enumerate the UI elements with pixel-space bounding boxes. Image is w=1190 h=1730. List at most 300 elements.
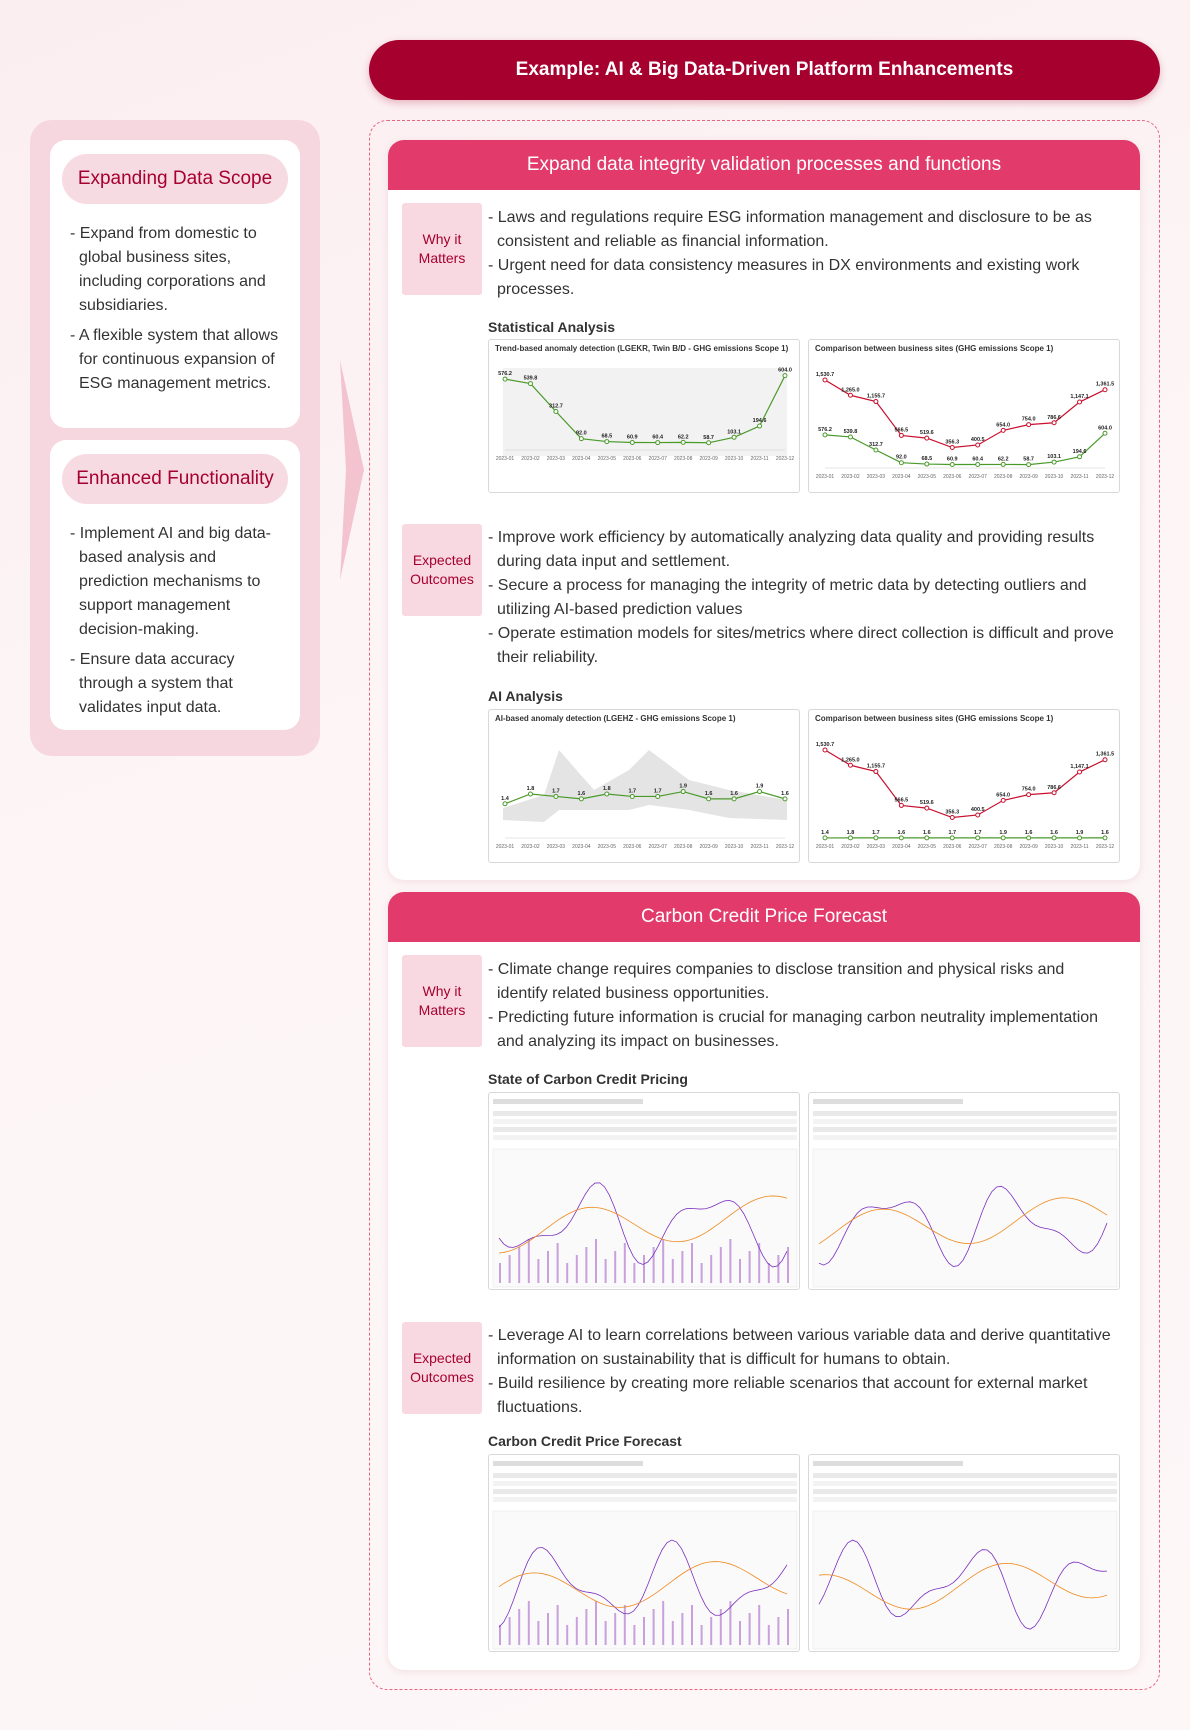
bar-mark [585, 1609, 587, 1645]
chart-svg [809, 1093, 1120, 1290]
tick-label: 2023-05 [597, 456, 616, 462]
tick-label: 2023-03 [866, 844, 886, 850]
tick-label: 2023-08 [994, 474, 1013, 480]
tick-label: 2023-02 [521, 844, 540, 850]
tick-label: 2023-04 [572, 456, 591, 462]
why-tag: Why it Matters [402, 955, 482, 1047]
data-point [630, 794, 634, 798]
header-bar [493, 1099, 643, 1104]
data-point [1027, 463, 1031, 467]
data-point [925, 806, 929, 810]
data-point [899, 836, 903, 840]
tick-label: 2023-07 [968, 844, 987, 850]
data-label: 1.6 [1050, 829, 1058, 836]
data-label: 1.7 [973, 829, 982, 836]
bar-mark [720, 1247, 722, 1283]
data-label: 356.3 [945, 809, 960, 816]
tick-label: 2023-09 [1019, 474, 1038, 480]
tick-label: 2023-04 [892, 474, 911, 480]
data-point [1052, 421, 1056, 425]
data-point [528, 792, 532, 796]
card-title: Enhanced Functionality [62, 454, 288, 504]
data-label: 1.6 [1024, 829, 1033, 836]
tick-label: 2023-01 [815, 474, 835, 480]
data-point [950, 446, 954, 450]
data-point [899, 803, 903, 807]
data-point [783, 797, 787, 801]
chart-svg [809, 710, 1120, 863]
data-point [1103, 388, 1107, 392]
bar-mark [691, 1605, 693, 1645]
tick-label: 2023-10 [1044, 844, 1064, 850]
data-label: 1.6 [704, 790, 713, 797]
bar-mark [499, 1263, 501, 1283]
data-label: 1.6 [897, 829, 906, 836]
table-row [493, 1111, 797, 1116]
bar-mark [614, 1251, 616, 1283]
data-point [1001, 798, 1005, 802]
data-point [1103, 431, 1107, 435]
data-label: 1.7 [872, 829, 880, 836]
data-label: 1,265.0 [841, 757, 860, 764]
bar-mark [547, 1251, 549, 1283]
data-point [848, 435, 852, 439]
chart-svg [489, 1455, 800, 1652]
data-label: 194.6 [752, 418, 767, 425]
bar-mark [614, 1613, 616, 1645]
bar-mark [509, 1617, 511, 1645]
card-enhanced-functionality [50, 440, 300, 730]
data-label: 1.4 [501, 795, 509, 802]
data-point [579, 797, 583, 801]
data-point [630, 441, 634, 445]
data-label: 754.0 [1021, 416, 1036, 423]
data-point [1001, 462, 1005, 466]
bar-mark [787, 1609, 789, 1645]
bar-mark [777, 1617, 779, 1645]
data-label: 1,530.7 [815, 371, 835, 378]
data-label: 654.0 [996, 792, 1011, 799]
bar-mark [662, 1601, 664, 1645]
data-label: 58.7 [1023, 456, 1034, 463]
bar-mark [566, 1263, 568, 1283]
bar-mark [499, 1625, 501, 1645]
card-item: - Expand from domestic to global business sites, including corporations and subsidiaries. [70, 225, 266, 314]
data-label: 1.9 [755, 783, 764, 790]
data-point [579, 437, 583, 441]
chevron-right-icon [340, 360, 364, 580]
section-title: Expand data integrity validation processes and functions [388, 140, 1140, 190]
section-carbon-credit [388, 892, 1140, 1670]
data-point [976, 813, 980, 817]
data-label: 400.5 [970, 806, 985, 813]
tick-label: 2023-04 [572, 844, 591, 850]
data-point [1052, 836, 1056, 840]
data-label: 312.7 [869, 442, 883, 449]
data-label: 1,147.1 [1070, 764, 1089, 771]
data-label: 68.5 [601, 433, 613, 440]
bar-mark [758, 1605, 760, 1645]
prediction-band [503, 750, 787, 822]
data-label: 312.7 [549, 403, 563, 410]
data-point [1078, 836, 1082, 840]
data-point [554, 794, 558, 798]
bar-mark [701, 1263, 703, 1283]
data-label: 60.4 [652, 434, 664, 441]
tick-label: 2023-08 [994, 844, 1013, 850]
table-row [813, 1127, 1117, 1132]
data-point [1078, 400, 1082, 404]
data-point [1103, 836, 1107, 840]
tick-label: 2023-07 [968, 474, 987, 480]
tick-label: 2023-06 [943, 474, 962, 480]
tick-label: 2023-10 [1044, 474, 1064, 480]
bar-mark [768, 1263, 770, 1283]
tick-label: 2023-09 [1019, 844, 1038, 850]
data-label: 1,361.5 [1095, 381, 1115, 388]
data-point [656, 794, 660, 798]
section-data-integrity [388, 140, 1140, 880]
chart-title: Comparison between business sites (GHG emissions Scope 1) [815, 344, 1054, 353]
data-point [758, 790, 762, 794]
data-point [554, 410, 558, 414]
data-label: 1,155.7 [866, 763, 886, 770]
data-point [503, 802, 507, 806]
data-point [681, 440, 685, 444]
bar-mark [749, 1613, 751, 1645]
series-line [825, 433, 1105, 464]
data-point [707, 797, 711, 801]
bar-mark [518, 1247, 520, 1283]
header-bar [813, 1461, 963, 1466]
bar-mark [681, 1613, 683, 1645]
tick-label: 2023-12 [1095, 474, 1115, 480]
data-point [732, 797, 736, 801]
bar-mark [787, 1247, 789, 1283]
tick-label: 2023-12 [775, 844, 795, 850]
bar-mark [585, 1247, 587, 1283]
table-row [813, 1135, 1117, 1140]
tick-label: 2023-12 [1095, 844, 1115, 850]
chart-svg [809, 1455, 1120, 1652]
data-label: 604.0 [778, 367, 792, 374]
data-point [823, 378, 827, 382]
tick-label: 2023-02 [841, 474, 860, 480]
screenshot-forecast-right [808, 1454, 1120, 1652]
data-point [823, 836, 827, 840]
tick-label: 2023-01 [495, 844, 515, 850]
tick-label: 2023-01 [495, 456, 515, 462]
data-point [1103, 758, 1107, 762]
tick-label: 2023-01 [815, 844, 835, 850]
data-point [976, 443, 980, 447]
state-title: State of Carbon Credit Pricing [488, 1071, 688, 1087]
bar-mark [528, 1601, 530, 1645]
tick-label: 2023-11 [750, 844, 769, 850]
data-label: 654.0 [996, 422, 1011, 429]
data-label: 1.6 [1101, 829, 1109, 836]
table-row [813, 1481, 1117, 1486]
chart-trend-anomaly [488, 339, 800, 493]
data-point [874, 448, 878, 452]
data-label: 786.6 [1047, 784, 1061, 791]
data-point [823, 433, 827, 437]
tick-label: 2023-11 [750, 456, 769, 462]
data-point [848, 836, 852, 840]
bar-mark [605, 1259, 607, 1283]
data-label: 62.2 [997, 456, 1009, 463]
data-point [1001, 428, 1005, 432]
bar-mark [557, 1605, 559, 1645]
bar-mark [643, 1617, 645, 1645]
data-label: 576.2 [818, 426, 832, 433]
data-label: 604.0 [1098, 425, 1112, 432]
data-point [823, 748, 827, 752]
page-banner: Example: AI & Big Data-Driven Platform Enhancements [369, 40, 1160, 100]
data-label: 519.6 [919, 800, 934, 807]
data-label: 1,147.1 [1070, 394, 1089, 401]
tick-label: 2023-06 [623, 456, 642, 462]
tick-label: 2023-05 [597, 844, 616, 850]
header-bar [813, 1099, 963, 1104]
tick-label: 2023-10 [724, 456, 744, 462]
data-point [950, 836, 954, 840]
data-point [899, 433, 903, 437]
bar-mark [624, 1605, 626, 1645]
data-point [707, 441, 711, 445]
bar-mark [653, 1609, 655, 1645]
header-bar [493, 1461, 643, 1466]
data-label: 60.4 [972, 456, 984, 463]
tick-label: 2023-12 [775, 456, 795, 462]
data-label: 1.8 [846, 829, 855, 836]
data-point [848, 393, 852, 397]
data-point [528, 382, 532, 386]
expected-item: - Secure a process for managing the integrity of metric data by detecting outliers and utilizing AI-based prediction values [488, 577, 1087, 618]
bar-mark [729, 1239, 731, 1283]
tick-label: 2023-05 [917, 844, 936, 850]
data-point [605, 440, 609, 444]
data-point [1078, 770, 1082, 774]
data-point [925, 462, 929, 466]
chart-svg [489, 710, 800, 863]
bar-mark [537, 1621, 539, 1645]
series-line [825, 750, 1105, 818]
card-title: Expanding Data Scope [62, 154, 288, 204]
data-point [1027, 793, 1031, 797]
data-label: 576.2 [498, 371, 512, 378]
plot-area [813, 1511, 1117, 1649]
data-point [681, 790, 685, 794]
data-label: 1.8 [602, 786, 611, 792]
bar-mark [701, 1625, 703, 1645]
table-row [813, 1119, 1117, 1124]
data-point [925, 436, 929, 440]
data-point [1078, 455, 1082, 459]
expected-item: - Leverage AI to learn correlations between various variable data and derive quantitative information on sustainability that is difficult for humans to obtain. [488, 1327, 1111, 1368]
tick-label: 2023-11 [1070, 844, 1089, 850]
series-line [825, 380, 1105, 448]
card-item: - A flexible system that allows for continuous expansion of ESG management metrics. [70, 327, 279, 392]
data-point [503, 377, 507, 381]
data-label: 92.0 [576, 430, 587, 437]
data-label: 1,155.7 [866, 393, 886, 400]
data-label: 356.3 [945, 439, 960, 446]
section-title: Carbon Credit Price Forecast [388, 892, 1140, 942]
tick-label: 2023-07 [648, 456, 667, 462]
tick-label: 2023-04 [892, 844, 911, 850]
bar-mark [528, 1239, 530, 1283]
data-label: 62.2 [677, 434, 689, 441]
chart-svg [489, 1093, 800, 1290]
data-label: 60.9 [946, 456, 958, 463]
data-label: 539.8 [523, 375, 538, 382]
data-label: 1,530.7 [815, 741, 835, 748]
card-expanding-data-scope [50, 140, 300, 428]
expected-tag: Expected Outcomes [402, 1322, 482, 1414]
expected-item: - Operate estimation models for sites/metrics where direct collection is difficult and prove their reliability. [488, 625, 1114, 666]
data-label: 1.6 [730, 790, 738, 797]
chart-title: Comparison between business sites (GHG emissions Scope 1) [815, 714, 1054, 723]
tick-label: 2023-02 [841, 844, 860, 850]
chart-site-compare [808, 339, 1120, 493]
bar-mark [681, 1251, 683, 1283]
bar-mark [537, 1259, 539, 1283]
bar-mark [768, 1625, 770, 1645]
bar-mark [595, 1601, 597, 1645]
chart-title: Trend-based anomaly detection (LGEKR, Twin B/D - GHG emissions Scope 1) [495, 344, 789, 353]
data-point [874, 400, 878, 404]
data-label: 1.6 [577, 790, 586, 797]
table-row [813, 1489, 1117, 1494]
data-point [783, 374, 787, 378]
tick-label: 2023-03 [546, 456, 566, 462]
data-label: 519.6 [919, 430, 934, 437]
tick-label: 2023-10 [724, 844, 744, 850]
plot-area [813, 1149, 1117, 1287]
bar-mark [672, 1621, 674, 1645]
data-point [1052, 460, 1056, 464]
data-point [874, 770, 878, 774]
data-label: 60.9 [626, 434, 638, 441]
table-row [493, 1135, 797, 1140]
why-item: - Laws and regulations require ESG information management and disclosure to be as consistent and reliable as financial information. [488, 209, 1092, 250]
bar-mark [643, 1255, 645, 1283]
tick-label: 2023-07 [648, 844, 667, 850]
expected-item: - Improve work efficiency by automatically analyzing data quality and providing results during data input and settlement. [488, 529, 1095, 570]
tick-label: 2023-09 [699, 456, 718, 462]
bar-mark [662, 1239, 664, 1283]
tick-label: 2023-05 [917, 474, 936, 480]
data-label: 58.7 [703, 434, 714, 441]
data-point [950, 462, 954, 466]
tick-label: 2023-03 [546, 844, 566, 850]
bar-mark [547, 1613, 549, 1645]
why-tag: Why it Matters [402, 203, 482, 295]
bar-mark [691, 1243, 693, 1283]
data-label: 566.5 [894, 427, 909, 434]
table-row [493, 1127, 797, 1132]
screenshot-pricing-right [808, 1092, 1120, 1290]
expected-tag: Expected Outcomes [402, 524, 482, 616]
card-item: - Ensure data accuracy through a system that validates input data. [70, 651, 235, 716]
data-point [899, 461, 903, 465]
data-label: 103.1 [727, 429, 741, 436]
chart-svg [489, 340, 800, 493]
data-label: 68.5 [921, 456, 933, 463]
data-label: 754.0 [1021, 786, 1036, 793]
data-label: 1.8 [526, 786, 535, 792]
data-label: 539.8 [843, 428, 858, 435]
data-label: 1.7 [628, 788, 637, 795]
chart-ai-anomaly [488, 709, 800, 863]
data-point [605, 792, 609, 796]
bar-mark [595, 1239, 597, 1283]
data-point [976, 463, 980, 467]
bar-mark [739, 1621, 741, 1645]
card-item: - Implement AI and big data-based analysis and prediction mechanisms to support management decision-making. [70, 525, 271, 638]
bar-mark [605, 1621, 607, 1645]
bar-mark [557, 1243, 559, 1283]
bar-mark [518, 1609, 520, 1645]
data-point [925, 836, 929, 840]
bar-mark [710, 1617, 712, 1645]
chart-title: AI-based anomaly detection (LGEHZ - GHG emissions Scope 1) [495, 714, 736, 723]
data-label: 1.4 [821, 829, 829, 836]
table-row [813, 1473, 1117, 1478]
tick-label: 2023-08 [674, 456, 693, 462]
bar-mark [633, 1263, 635, 1283]
forecast-title: Carbon Credit Price Forecast [488, 1433, 682, 1449]
data-label: 566.5 [894, 797, 909, 804]
tick-label: 2023-02 [521, 456, 540, 462]
table-row [493, 1119, 797, 1124]
data-label: 1,361.5 [1095, 751, 1115, 758]
data-label: 1.7 [948, 829, 957, 836]
bar-mark [576, 1617, 578, 1645]
bar-mark [509, 1255, 511, 1283]
data-point [1001, 836, 1005, 840]
data-label: 1.7 [653, 788, 662, 795]
data-label: 1.9 [1075, 829, 1084, 836]
table-row [493, 1489, 797, 1494]
data-point [656, 441, 660, 445]
data-point [1027, 836, 1031, 840]
bar-mark [624, 1243, 626, 1283]
tick-label: 2023-06 [943, 844, 962, 850]
data-point [950, 816, 954, 820]
screenshot-pricing-left [488, 1092, 800, 1290]
bar-mark [739, 1259, 741, 1283]
chart-svg [809, 340, 1120, 493]
why-item: - Climate change requires companies to disclose transition and physical risks and identify related business opportunities. [488, 961, 1065, 1002]
bar-mark [777, 1255, 779, 1283]
table-row [493, 1481, 797, 1486]
tick-label: 2023-09 [699, 844, 718, 850]
data-label: 400.5 [970, 436, 985, 443]
data-label: 1.7 [552, 788, 560, 795]
screenshot-forecast-left [488, 1454, 800, 1652]
data-label: 103.1 [1047, 454, 1061, 461]
bar-mark [672, 1259, 674, 1283]
data-label: 786.6 [1047, 414, 1061, 421]
data-point [732, 435, 736, 439]
table-row [493, 1497, 797, 1502]
tick-label: 2023-06 [623, 844, 642, 850]
data-label: 1.9 [999, 829, 1008, 836]
left-panel [30, 120, 320, 756]
tick-label: 2023-03 [866, 474, 886, 480]
